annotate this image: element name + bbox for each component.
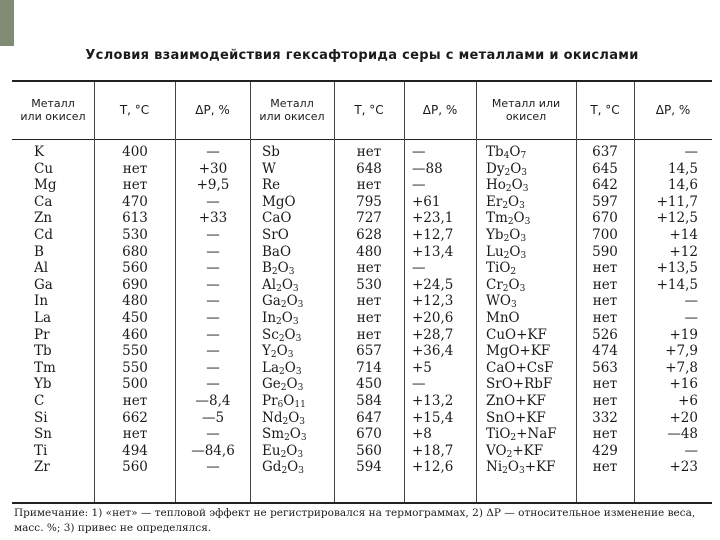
mass-change-cell: +23,1 xyxy=(412,210,454,227)
mass-change-cell: +13,5 xyxy=(656,260,698,277)
substance-cell: TiO$_2$+NaF xyxy=(486,426,557,444)
temperature-column xyxy=(578,144,632,476)
temperature-cell: 670 xyxy=(356,426,382,443)
mass-change-cell: — xyxy=(684,144,698,160)
mass-change-cell: +12,3 xyxy=(412,293,454,310)
mass-change-cell: — xyxy=(206,326,220,343)
substance-cell: $In_2O_3$ xyxy=(262,309,299,327)
mass-change-cell: — xyxy=(206,226,220,243)
mass-change-cell: 14,6 xyxy=(667,177,698,194)
mass-change-cell: — xyxy=(206,309,220,326)
temperature-cell: нет xyxy=(122,177,148,194)
substance-cell: Tm xyxy=(34,359,56,376)
temperature-cell: 714 xyxy=(356,359,382,376)
substance-cell: ZnO+KF xyxy=(486,392,546,409)
temperature-cell: 584 xyxy=(356,392,382,409)
mass-change-cell: +7,9 xyxy=(665,343,698,360)
mass-change-cell: — xyxy=(412,376,426,393)
temperature-cell: нет xyxy=(592,293,618,310)
substance-cell: Yb xyxy=(34,376,52,393)
temperature-cell: нет xyxy=(592,309,618,326)
substance-cell: $Sm_2O_3$ xyxy=(262,426,307,444)
mass-change-cell: +14 xyxy=(669,226,698,243)
temperature-cell: нет xyxy=(592,426,618,443)
temperature-cell: нет xyxy=(592,260,618,277)
mass-change-cell: +61 xyxy=(412,193,441,210)
header-metal-3: Металл или окисел xyxy=(491,97,561,123)
temperature-cell: нет xyxy=(356,326,382,343)
temperature-cell: 560 xyxy=(122,459,148,476)
mass-change-cell: +23 xyxy=(669,459,698,476)
temperature-cell: 563 xyxy=(592,359,618,376)
mass-change-cell: — xyxy=(684,442,698,459)
header-temp-3: T, °C xyxy=(590,102,620,117)
mass-change-cell: —5 xyxy=(201,409,225,426)
substance-cell: SnO+KF xyxy=(486,409,546,426)
temperature-cell: 530 xyxy=(122,226,148,243)
substance-cell: $Pr_6O_{11}$ xyxy=(262,392,306,410)
substance-cell: SrO+RbF xyxy=(486,376,553,393)
substance-cell: C xyxy=(34,392,45,409)
column-divider xyxy=(334,82,335,502)
substance-cell: Ca xyxy=(34,193,53,210)
substance-cell: CuO+KF xyxy=(486,326,547,343)
substance-cell: $Ge_2O_3$ xyxy=(262,376,304,394)
temperature-cell: 637 xyxy=(592,144,618,160)
substance-cell: $Er_2O_3$ xyxy=(486,193,525,211)
column-divider xyxy=(576,82,577,502)
substance-cell: MgO xyxy=(262,193,296,210)
header-temp-2: T, °C xyxy=(354,102,384,117)
substance-cell: MnO xyxy=(486,309,520,326)
substance-cell: MgO+KF xyxy=(486,343,551,360)
mass-change-cell: — xyxy=(684,309,698,326)
mass-change-cell: +5 xyxy=(412,359,432,376)
mass-change-cell: — xyxy=(206,193,220,210)
mass-change-cell: +6 xyxy=(678,392,698,409)
mass-change-cell: —84,6 xyxy=(191,442,235,459)
temperature-cell: нет xyxy=(356,177,382,194)
oxide-column xyxy=(262,144,332,476)
temperature-column xyxy=(96,144,174,476)
column-divider xyxy=(175,82,176,502)
substance-cell: Pr xyxy=(34,326,50,343)
column-divider xyxy=(250,82,251,502)
temperature-cell: 480 xyxy=(122,293,148,310)
mass-change-cell: +12 xyxy=(669,243,698,260)
temperature-cell: 680 xyxy=(122,243,148,260)
temperature-cell: 500 xyxy=(122,376,148,393)
oxide-column xyxy=(486,144,574,476)
temperature-cell: нет xyxy=(356,260,382,277)
mass-change-cell: — xyxy=(412,144,426,160)
temperature-cell: 474 xyxy=(592,343,618,360)
mass-change-cell: +28,7 xyxy=(412,326,454,343)
temperature-cell: 560 xyxy=(356,442,382,459)
header-dp-1: ΔP, % xyxy=(195,102,230,117)
mass-change-cell: +9,5 xyxy=(196,177,230,194)
substance-cell: $Gd_2O_3$ xyxy=(262,459,304,477)
substance-cell: $Yb_2O_3$ xyxy=(486,226,527,244)
temperature-cell: 613 xyxy=(122,210,148,227)
temperature-cell: 560 xyxy=(122,260,148,277)
temperature-cell: 550 xyxy=(122,359,148,376)
temperature-cell: 400 xyxy=(122,144,148,160)
temperature-cell: 690 xyxy=(122,276,148,293)
temperature-cell: 594 xyxy=(356,459,382,476)
substance-cell: $Tm_2O_3$ xyxy=(486,210,531,228)
mass-change-column xyxy=(412,144,474,476)
mass-change-cell: +19 xyxy=(669,326,698,343)
substance-cell: $Ni_2O_3+KF$ xyxy=(486,459,556,477)
substance-cell: $La_2O_3$ xyxy=(262,359,302,377)
header-dp-3: ΔP, % xyxy=(655,102,691,117)
mass-change-cell: +8 xyxy=(412,426,432,443)
temperature-cell: 470 xyxy=(122,193,148,210)
mass-change-cell: +36,4 xyxy=(412,343,454,360)
mass-change-cell: — xyxy=(206,426,220,443)
mass-change-cell: +20,6 xyxy=(412,309,454,326)
column-divider xyxy=(476,82,477,502)
temperature-cell: 494 xyxy=(122,442,148,459)
mass-change-cell: —8,4 xyxy=(195,392,231,409)
temperature-cell: нет xyxy=(592,459,618,476)
temperature-cell: 480 xyxy=(356,243,382,260)
temperature-cell: 590 xyxy=(592,243,618,260)
mass-change-cell: — xyxy=(206,293,220,310)
top-rule xyxy=(12,80,712,82)
substance-cell: $Dy_2O_3$ xyxy=(486,160,527,178)
temperature-cell: нет xyxy=(122,160,148,177)
substance-cell: CaO xyxy=(262,210,292,227)
header-metal-2: Металл или окисел xyxy=(259,97,325,123)
mass-change-cell: — xyxy=(684,293,698,310)
mass-change-cell: +13,4 xyxy=(412,243,454,260)
temperature-cell: 597 xyxy=(592,193,618,210)
substance-cell: SrO xyxy=(262,226,289,243)
substance-cell: Cu xyxy=(34,160,54,177)
mass-change-cell: +12,6 xyxy=(412,459,454,476)
temperature-cell: 648 xyxy=(356,160,382,177)
substance-cell: $B_2O_3$ xyxy=(262,260,295,278)
substance-cell: Tb xyxy=(34,343,52,360)
footnote xyxy=(14,506,710,536)
temperature-cell: нет xyxy=(122,426,148,443)
mass-change-cell: 14,5 xyxy=(667,160,698,177)
substance-cell: Ti xyxy=(34,442,48,459)
mass-change-cell: — xyxy=(206,459,220,476)
substance-cell: Zn xyxy=(34,210,53,227)
mass-change-cell: +20 xyxy=(669,409,698,426)
temperature-cell: 645 xyxy=(592,160,618,177)
temperature-cell: 662 xyxy=(122,409,148,426)
mass-change-cell: +14,5 xyxy=(656,276,698,293)
mass-change-cell: +24,5 xyxy=(412,276,454,293)
mass-change-cell: —48 xyxy=(667,426,698,443)
mass-change-cell: — xyxy=(412,177,426,194)
column-divider xyxy=(634,82,635,502)
substance-cell: BaO xyxy=(262,243,292,260)
substance-cell: $Lu_2O_3$ xyxy=(486,243,527,261)
substance-cell: Re xyxy=(262,177,281,194)
temperature-cell: 530 xyxy=(356,276,382,293)
substance-cell: TiO$_2$ xyxy=(486,260,517,278)
temperature-cell: нет xyxy=(356,144,382,160)
temperature-cell: 332 xyxy=(592,409,618,426)
temperature-cell: 642 xyxy=(592,177,618,194)
mass-change-cell: +7,8 xyxy=(665,359,698,376)
mass-change-cell: — xyxy=(206,343,220,360)
header-metal-1: Металл или окисел xyxy=(20,97,86,123)
substance-cell: W xyxy=(262,160,276,177)
temperature-cell: нет xyxy=(122,392,148,409)
substance-cell: Sn xyxy=(34,426,52,443)
header-temp-1: T, °C xyxy=(119,102,150,117)
substance-cell: Sb xyxy=(262,144,280,160)
substance-cell: Ga xyxy=(34,276,53,293)
substance-cell: Mg xyxy=(34,177,57,194)
substance-cell: $Sc_2O_3$ xyxy=(262,326,302,344)
temperature-cell: 450 xyxy=(356,376,382,393)
metal-column xyxy=(34,144,92,476)
temperature-cell: 647 xyxy=(356,409,382,426)
mass-change-cell: —88 xyxy=(412,160,443,177)
substance-cell: B xyxy=(34,243,44,260)
substance-cell: Al xyxy=(34,260,49,277)
temperature-cell: 727 xyxy=(356,210,382,227)
mass-change-cell: — xyxy=(206,376,220,393)
temperature-cell: нет xyxy=(592,276,618,293)
footnote-text: Примечание: 1) «нет» — тепловой эффект не регистрировался на термограммах, 2) ΔP — относительное изменение веса, масс. %; 3) привес не определялся. xyxy=(14,507,696,534)
mass-change-cell: +11,7 xyxy=(656,193,698,210)
mass-change-cell: +16 xyxy=(669,376,698,393)
column-divider xyxy=(404,82,405,502)
mass-change-cell: +33 xyxy=(198,210,228,227)
mass-change-cell: — xyxy=(412,260,426,277)
table-sheet xyxy=(12,40,712,538)
mass-change-cell: +13,2 xyxy=(412,392,454,409)
temperature-cell: нет xyxy=(592,392,618,409)
temperature-cell: 526 xyxy=(592,326,618,343)
temperature-cell: 460 xyxy=(122,326,148,343)
mass-change-cell: +30 xyxy=(198,160,228,177)
table-title: Условия взаимодействия гексафторида серы с металлами и окислами xyxy=(85,48,639,63)
temperature-cell: нет xyxy=(356,293,382,310)
temperature-cell: 550 xyxy=(122,343,148,360)
substance-cell: $Al_2O_3$ xyxy=(262,276,299,294)
mass-change-cell: — xyxy=(206,276,220,293)
substance-cell: $WO_3$ xyxy=(486,293,517,311)
substance-cell: Si xyxy=(34,409,48,426)
temperature-cell: 429 xyxy=(592,442,618,459)
mass-change-cell: +12,5 xyxy=(656,210,698,227)
substance-cell: CaO+CsF xyxy=(486,359,554,376)
substance-cell: $Tb_4O_7$ xyxy=(486,144,527,161)
substance-cell: $Y_2O_3$ xyxy=(262,343,294,361)
temperature-cell: нет xyxy=(592,376,618,393)
substance-cell: $Cr_2O_3$ xyxy=(486,276,526,294)
temperature-cell: 670 xyxy=(592,210,618,227)
header-rule xyxy=(12,139,712,140)
temperature-cell: 657 xyxy=(356,343,382,360)
substance-cell: $Nd_2O_3$ xyxy=(262,409,306,427)
substance-cell: $Ho_2O_3$ xyxy=(486,177,529,195)
temperature-cell: 628 xyxy=(356,226,382,243)
mass-change-cell: — xyxy=(206,243,220,260)
substance-cell: $VO_2+KF$ xyxy=(486,442,544,460)
mass-change-column xyxy=(636,144,698,476)
temperature-cell: 795 xyxy=(356,193,382,210)
header-dp-2: ΔP, % xyxy=(422,102,458,117)
mass-change-cell: +18,7 xyxy=(412,442,454,459)
substance-cell: In xyxy=(34,293,49,310)
mass-change-cell: +15,4 xyxy=(412,409,454,426)
substance-cell: K xyxy=(34,144,45,160)
column-divider xyxy=(94,82,95,502)
substance-cell: Zr xyxy=(34,459,50,476)
temperature-cell: нет xyxy=(356,309,382,326)
temperature-cell: 700 xyxy=(592,226,618,243)
mass-change-cell: — xyxy=(206,144,220,160)
mass-change-cell: — xyxy=(206,359,220,376)
substance-cell: $Eu_2O_3$ xyxy=(262,442,304,460)
substance-cell: La xyxy=(34,309,52,326)
bottom-rule xyxy=(12,502,712,504)
mass-change-column xyxy=(178,144,248,476)
mass-change-cell: +12,7 xyxy=(412,226,454,243)
substance-cell: $Ga_2O_3$ xyxy=(262,293,304,311)
mass-change-cell: — xyxy=(206,260,220,277)
temperature-cell: 450 xyxy=(122,309,148,326)
substance-cell: Cd xyxy=(34,226,53,243)
temperature-column xyxy=(336,144,402,476)
